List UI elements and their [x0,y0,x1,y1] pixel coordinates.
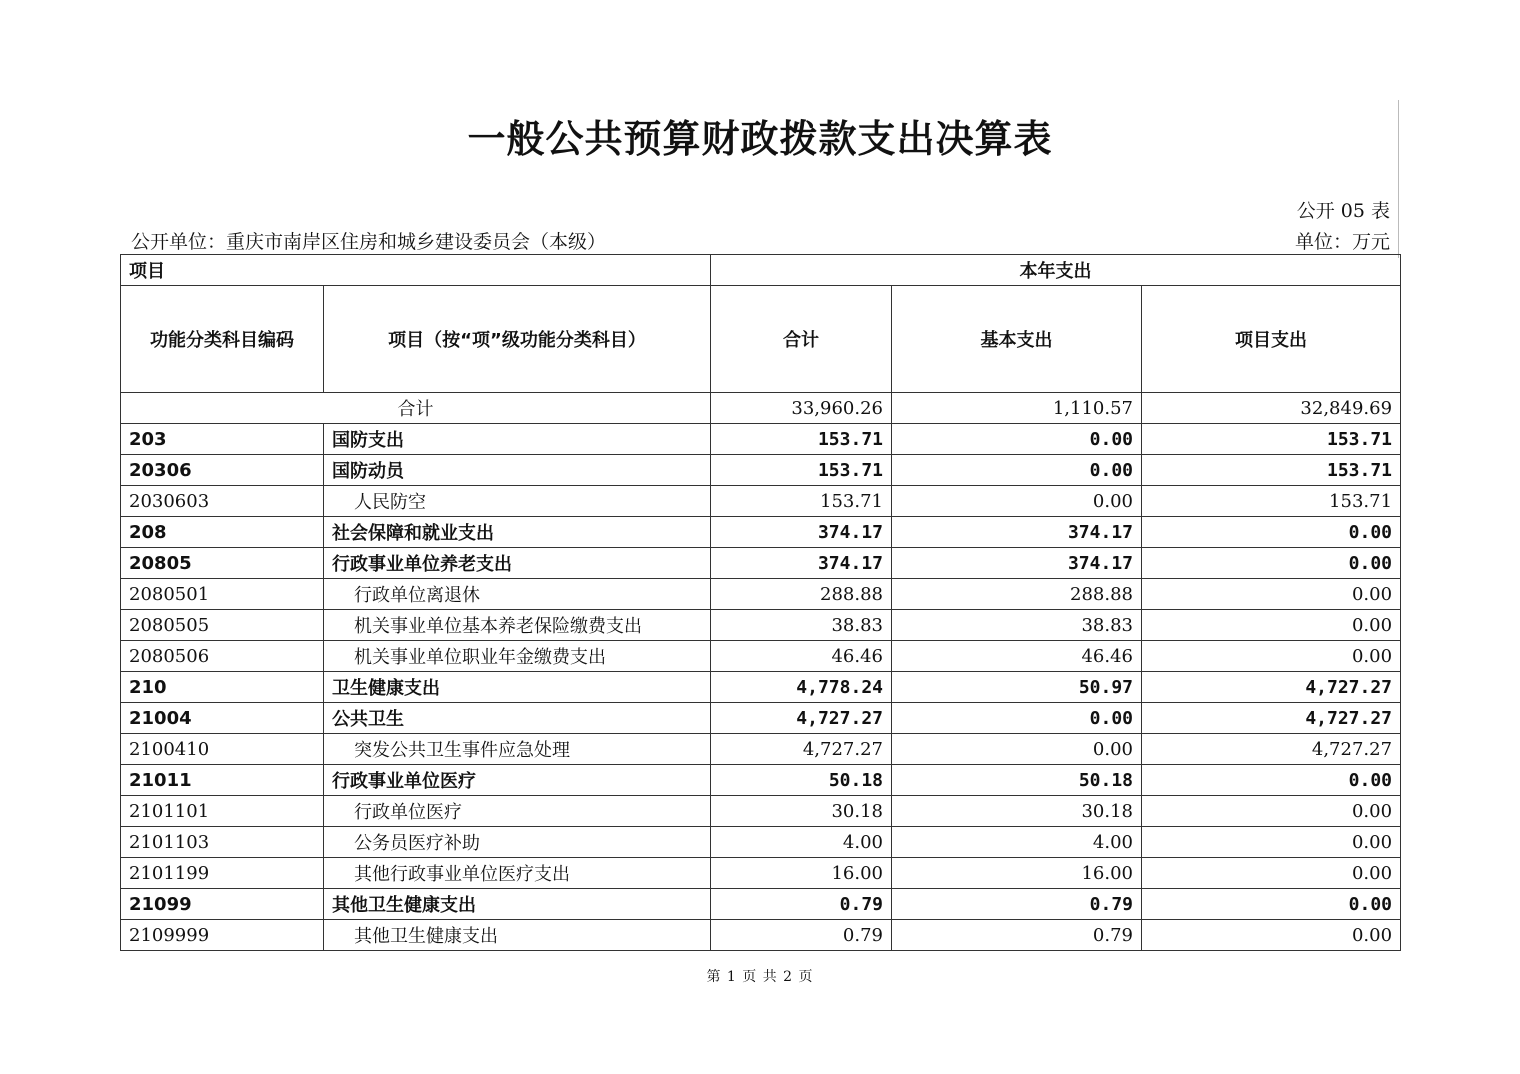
header-total: 合计 [711,286,892,393]
row-name: 行政事业单位医疗 [324,765,711,796]
row-total: 16.00 [711,858,892,889]
row-total: 46.46 [711,641,892,672]
row-total: 50.18 [711,765,892,796]
row-total: 38.83 [711,610,892,641]
row-basic: 46.46 [892,641,1142,672]
table-row [121,424,1401,455]
row-code: 2100410 [121,734,324,765]
row-total: 4,727.27 [711,703,892,734]
table-row [121,765,1401,796]
row-project: 0.00 [1142,889,1401,920]
row-total: 374.17 [711,517,892,548]
header-item: 项目（按“项”级功能分类科目） [324,286,711,393]
row-project: 0.00 [1142,641,1401,672]
row-project: 0.00 [1142,610,1401,641]
row-project: 0.00 [1142,920,1401,951]
row-total: 30.18 [711,796,892,827]
page-footer: 第 1 页 共 2 页 [706,969,814,985]
expense-table [120,254,1401,951]
row-basic: 0.00 [892,455,1142,486]
table-row [121,455,1401,486]
row-project: 0.00 [1142,765,1401,796]
row-code: 203 [121,424,324,455]
row-basic: 0.00 [892,486,1142,517]
row-code: 2101199 [121,858,324,889]
row-code: 20306 [121,455,324,486]
row-project: 0.00 [1142,579,1401,610]
row-name: 国防动员 [324,455,711,486]
row-code: 208 [121,517,324,548]
header-year-expense: 本年支出 [711,255,1401,286]
total-project: 32,849.69 [1142,393,1401,424]
row-code: 21004 [121,703,324,734]
row-project: 0.00 [1142,827,1401,858]
header-row-1 [121,255,1401,286]
row-code: 2080501 [121,579,324,610]
row-name: 行政单位医疗 [324,796,711,827]
header-basic: 基本支出 [892,286,1142,393]
row-name: 社会保障和就业支出 [324,517,711,548]
row-basic: 0.79 [892,920,1142,951]
page-title: 一般公共预算财政拨款支出决算表 [467,117,1053,161]
table-row [121,858,1401,889]
row-total: 374.17 [711,548,892,579]
row-name: 行政单位离退休 [324,579,711,610]
row-project: 4,727.27 [1142,734,1401,765]
row-project: 0.00 [1142,796,1401,827]
row-project: 4,727.27 [1142,672,1401,703]
total-basic: 1,110.57 [892,393,1142,424]
row-code: 2101101 [121,796,324,827]
total-total: 33,960.26 [711,393,892,424]
header-project-expense: 项目支出 [1142,286,1401,393]
row-total: 153.71 [711,455,892,486]
row-name: 公务员医疗补助 [324,827,711,858]
table-row [121,641,1401,672]
header-row-2 [121,286,1401,393]
row-project: 153.71 [1142,424,1401,455]
total-label: 合计 [121,393,711,424]
row-basic: 38.83 [892,610,1142,641]
total-row [121,393,1401,424]
row-total: 0.79 [711,920,892,951]
row-name: 其他卫生健康支出 [324,889,711,920]
table-row [121,672,1401,703]
row-basic: 374.17 [892,548,1142,579]
table-row [121,548,1401,579]
row-name: 公共卫生 [324,703,711,734]
form-number: 公开 05 表 [1296,200,1390,222]
table-row [121,920,1401,951]
row-total: 4,778.24 [711,672,892,703]
row-name: 机关事业单位基本养老保险缴费支出 [324,610,711,641]
table-row [121,889,1401,920]
table-row [121,703,1401,734]
table-row [121,610,1401,641]
row-total: 4,727.27 [711,734,892,765]
row-total: 153.71 [711,486,892,517]
row-project: 0.00 [1142,858,1401,889]
reporting-unit: 公开单位：重庆市南岸区住房和城乡建设委员会（本级） [131,231,607,253]
row-total: 4.00 [711,827,892,858]
currency-unit: 单位：万元 [1294,231,1390,253]
header-code: 功能分类科目编码 [121,286,324,393]
row-basic: 30.18 [892,796,1142,827]
row-basic: 288.88 [892,579,1142,610]
row-code: 21011 [121,765,324,796]
row-name: 机关事业单位职业年金缴费支出 [324,641,711,672]
row-total: 0.79 [711,889,892,920]
row-code: 2080506 [121,641,324,672]
row-project: 153.71 [1142,486,1401,517]
row-name: 国防支出 [324,424,711,455]
table-row [121,827,1401,858]
row-code: 210 [121,672,324,703]
row-name: 行政事业单位养老支出 [324,548,711,579]
row-basic: 4.00 [892,827,1142,858]
row-project: 0.00 [1142,517,1401,548]
row-project: 0.00 [1142,548,1401,579]
header-project: 项目 [121,255,711,286]
row-code: 20805 [121,548,324,579]
row-name: 其他行政事业单位医疗支出 [324,858,711,889]
row-project: 153.71 [1142,455,1401,486]
row-total: 288.88 [711,579,892,610]
row-code: 2030603 [121,486,324,517]
table-row [121,486,1401,517]
row-basic: 50.97 [892,672,1142,703]
row-basic: 16.00 [892,858,1142,889]
table-row [121,734,1401,765]
table-row [121,796,1401,827]
row-basic: 0.79 [892,889,1142,920]
table-row [121,517,1401,548]
row-name: 其他卫生健康支出 [324,920,711,951]
table-row [121,579,1401,610]
row-basic: 0.00 [892,703,1142,734]
row-name: 人民防空 [324,486,711,517]
row-code: 2109999 [121,920,324,951]
row-name: 卫生健康支出 [324,672,711,703]
row-code: 21099 [121,889,324,920]
row-project: 4,727.27 [1142,703,1401,734]
row-basic: 0.00 [892,734,1142,765]
row-code: 2080505 [121,610,324,641]
row-name: 突发公共卫生事件应急处理 [324,734,711,765]
row-basic: 374.17 [892,517,1142,548]
row-basic: 0.00 [892,424,1142,455]
row-code: 2101103 [121,827,324,858]
row-basic: 50.18 [892,765,1142,796]
row-total: 153.71 [711,424,892,455]
